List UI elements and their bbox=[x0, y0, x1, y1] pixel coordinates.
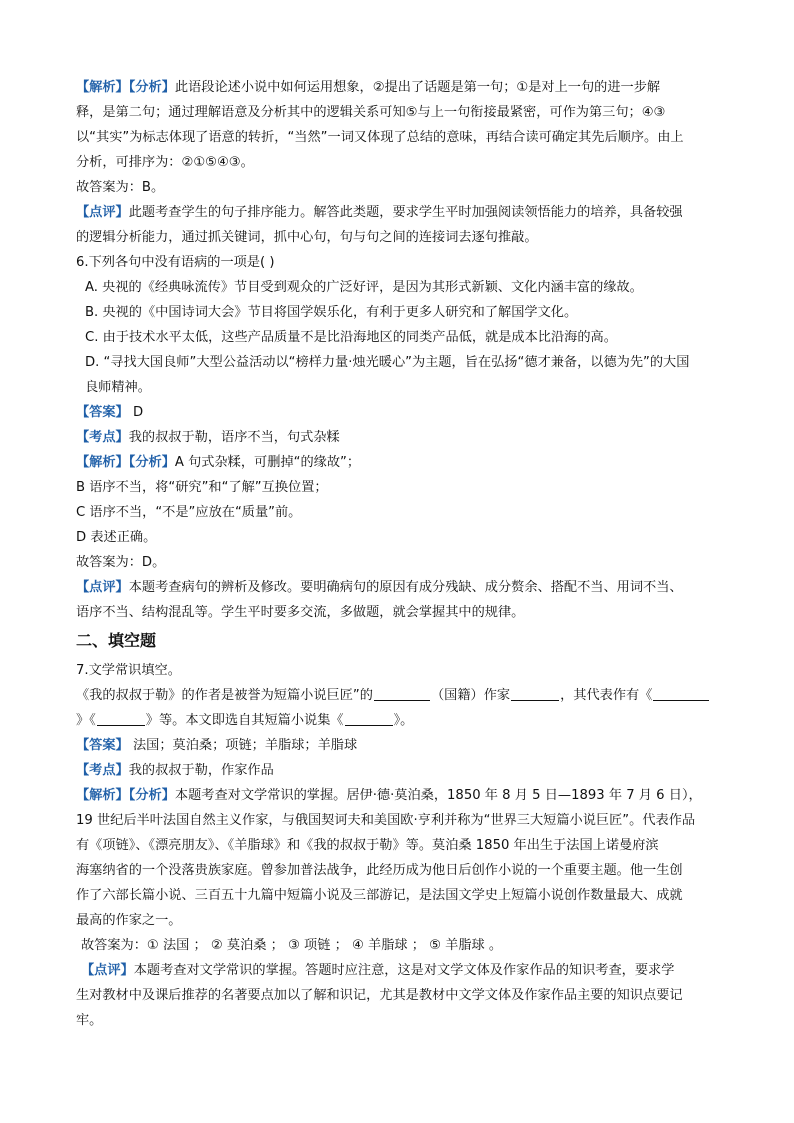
q5-answer: 故答案为：B。 bbox=[76, 180, 165, 195]
q5-comment-line-1: 【点评】此题考查学生的句子排序能力。解答此类题，要求学生平时加强阅读领悟能力的培养，具备较强 bbox=[76, 205, 683, 220]
section-heading: 二、填空题 bbox=[76, 631, 157, 650]
kaodian-label: 【考点】 bbox=[76, 430, 129, 445]
q7-analysis-line-4: 海塞纳省的一个没落贵族家庭。曾参加普法战争，此经历成为他日后创作小说的一个重要主题。他一生创 bbox=[76, 863, 683, 878]
q7-kaodian: 【考点】我的叔叔于勒，作家作品 bbox=[76, 763, 274, 778]
q7-analysis-line-3: 有《项链》、《漂亮朋友》、《羊脂球》和《我的叔叔于勒》等。莫泊桑 1850 年出生于法国上诺曼府滨 bbox=[76, 838, 659, 853]
q7-comment-line-2: 生对教材中及课后推荐的名著要点加以了解和识记，尤其是教材中文学文体及作家作品主要的知识点要记 bbox=[76, 988, 683, 1003]
comment-label: 【点评】 bbox=[76, 580, 129, 595]
q5-analysis-line-1: 【解析】【分析】此语段论述小说中如何运用想象，②提出了话题是第一句；①是对上一句的进一步解 bbox=[76, 80, 661, 95]
q6-option-a: A. 央视的《经典咏流传》节目受到观众的广泛好评，是因为其形式新颖、文化内涵丰富的缘故。 bbox=[85, 280, 643, 295]
q5-analysis-line-4: 分析，可排序为：②①⑤④③。 bbox=[76, 155, 254, 170]
q6-analysis-line-4: D 表述正确。 bbox=[76, 530, 157, 545]
q7-analysis-line-1: 【解析】【分析】本题考查对文学常识的掌握。居伊·德·莫泊桑，1850 年 8 月 5 日—1893 年 7 月 6 日）， bbox=[76, 788, 702, 803]
comment-label: 【点评】 bbox=[76, 205, 129, 220]
q7-fill-line-2: 》《 》等。本文即选自其短篇小说集《 》。 bbox=[76, 713, 414, 728]
q7-analysis-line-2: 19 世纪后半叶法国自然主义作家，与俄国契诃夫和美国欧·亨利并称为“世界三大短篇小说巨匠”。代表作品 bbox=[76, 813, 696, 828]
q7-comment-line-3: 牢。 bbox=[76, 1013, 103, 1028]
q6-analysis-line-3: C 语序不当，“不是”应放在“质量”前。 bbox=[76, 505, 302, 520]
answer-label: 【答案】 bbox=[76, 405, 129, 420]
q7-analysis-line-6: 最高的作家之一。 bbox=[76, 913, 182, 928]
q6-option-d: D. “寻找大国良师”大型公益活动以“榜样力量·烛光暖心”为主题，旨在弘扬“德才兼备，以德为先”的大国 bbox=[85, 355, 690, 370]
q6-comment-line-1: 【点评】本题考查病句的辨析及修改。要明确病句的原因有成分残缺、成分赘余、搭配不当、用词不当、 bbox=[76, 580, 683, 595]
analysis-label: 【解析】【分析】 bbox=[76, 455, 175, 470]
comment-label: 【点评】 bbox=[81, 963, 134, 978]
q7-comment-line-1: 【点评】本题考查对文学常识的掌握。答题时应注意，这是对文学文体及作家作品的知识考查，要求学 bbox=[81, 963, 675, 978]
q6-stem: 6.下列各句中没有语病的一项是( ) bbox=[76, 255, 275, 270]
q5-comment-line-2: 的逻辑分析能力，通过抓关键词，抓中心句，句与句之间的连接词去逐句推敲。 bbox=[76, 230, 538, 245]
q6-answer: 【答案】 D bbox=[76, 405, 144, 420]
blank-author[interactable] bbox=[511, 686, 559, 701]
q6-comment-line-2: 语序不当、结构混乱等。学生平时要多交流，多做题，就会掌握其中的规律。 bbox=[76, 605, 525, 620]
q6-answer-line: 故答案为：D。 bbox=[76, 555, 166, 570]
q6-analysis-line-2: B 语序不当，将“研究”和“了解”互换位置； bbox=[76, 480, 328, 495]
q6-option-d-cont: 良师精神。 bbox=[85, 380, 151, 395]
blank-work-1[interactable] bbox=[653, 686, 709, 701]
document-page bbox=[76, 75, 722, 1033]
q6-analysis-line-1: 【解析】【分析】A 句式杂糅，可删掉“的缘故”； bbox=[76, 455, 361, 470]
q7-fill-line-1: 《我的叔叔于勒》的作者是被誉为短篇小说巨匠”的 （国籍）作家 ，其代表作有《 bbox=[76, 683, 722, 708]
q7-analysis-line-5: 作了六部长篇小说、三百五十九篇中短篇小说及三部游记，是法国文学史上短篇小说创作数量最大、成就 bbox=[76, 888, 683, 903]
q6-kaodian: 【考点】我的叔叔于勒，语序不当，句式杂糅 bbox=[76, 430, 340, 445]
blank-collection[interactable] bbox=[345, 711, 393, 726]
q7-answer: 【答案】 法国；莫泊桑；项链；羊脂球；羊脂球 bbox=[76, 738, 358, 753]
kaodian-label: 【考点】 bbox=[76, 763, 129, 778]
blank-work-2[interactable] bbox=[97, 711, 145, 726]
blank-nationality[interactable] bbox=[374, 686, 430, 701]
answer-label: 【答案】 bbox=[76, 738, 129, 753]
analysis-label: 【解析】【分析】 bbox=[76, 80, 175, 95]
q6-option-b: B. 央视的《中国诗词大会》节目将国学娱乐化，有利于更多人研究和了解国学文化。 bbox=[85, 305, 578, 320]
q5-analysis-line-3: 以“其实”为标志体现了语意的转折，“当然”一词又体现了总结的意味，再结合读可确定其先后顺序。由上 bbox=[76, 130, 684, 145]
q5-analysis-line-2: 释，是第二句；通过理解语意及分析其中的逻辑关系可知⑤与上一句衔接最紧密，可作为第三句；④③ bbox=[76, 105, 666, 120]
q6-option-c: C. 由于技术水平太低，这些产品质量不是比沿海地区的同类产品低，就是成本比沿海的高。 bbox=[85, 330, 617, 345]
q7-stem: 7.文学常识填空。 bbox=[76, 663, 181, 678]
q7-answer-line: 故答案为：① 法国 ； ② 莫泊桑 ； ③ 项链 ； ④ 羊脂球 ； ⑤ 羊脂球 。 bbox=[81, 938, 503, 953]
analysis-label: 【解析】【分析】 bbox=[76, 788, 175, 803]
